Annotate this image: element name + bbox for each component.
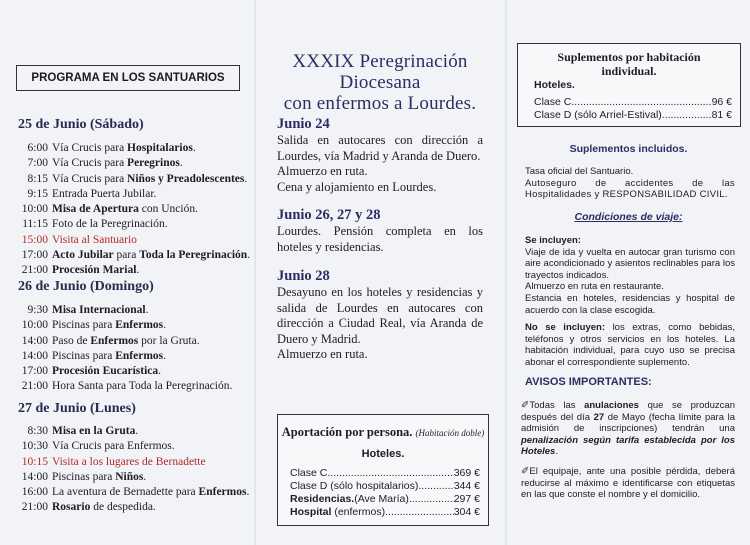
schedule-text: Entrada Puerta Jubilar. xyxy=(52,187,157,200)
dot-leader xyxy=(418,480,453,493)
section-body: Lourdes. Pensión completa en los hoteles y residencias. xyxy=(277,224,483,254)
schedule-text: . xyxy=(145,304,149,316)
schedule-item xyxy=(14,470,249,485)
section-extra: Cena y alojamiento en Lourdes. xyxy=(277,179,437,194)
aviso-bold: 27 xyxy=(593,411,605,423)
price-row xyxy=(534,96,732,109)
schedule-item xyxy=(14,379,232,394)
left-panel xyxy=(0,0,255,545)
schedule-time: 17:00 xyxy=(21,365,48,378)
schedule-time: 15:00 xyxy=(21,233,48,246)
aportacion-heading-text: Aportación por persona. xyxy=(281,425,413,439)
schedule-text: . xyxy=(143,470,147,483)
dot-leader xyxy=(385,506,454,519)
se-incluyen-label: Se incluyen: xyxy=(525,235,581,246)
price-name: Clase D (sólo hospitalarios) xyxy=(290,480,419,492)
aviso-bold-italic: penalización según tarifa establecida por los Hoteles xyxy=(521,434,735,458)
suplementos-subheading: Hoteles. xyxy=(534,79,575,91)
schedule-item xyxy=(14,303,232,318)
aviso-text: El equipaje, ante una posible pérdida, deberá reducirse al máximo e identificarse con etiquetas en las que conste el nombre y el domicilio. xyxy=(521,466,735,501)
schedule-text: . xyxy=(179,157,183,170)
schedule-time: 14:00 xyxy=(21,470,48,483)
schedule-text: . xyxy=(247,249,251,262)
schedule-time: 21:00 xyxy=(21,380,48,393)
schedule-bold-text: Misa Internacional xyxy=(52,304,146,316)
schedule-time: 21:00 xyxy=(21,501,48,514)
schedule-item xyxy=(14,349,232,364)
schedule-text: Visita al Santuario xyxy=(52,233,137,246)
schedule-text: Vía Crucis para xyxy=(52,172,128,185)
schedule-time: 9:15 xyxy=(27,187,48,200)
aviso-anulaciones xyxy=(521,400,735,458)
schedule-bold-text: Procesión Marial xyxy=(52,264,137,277)
schedule-time: 6:00 xyxy=(27,142,48,154)
se-incluyen-block xyxy=(525,235,735,316)
section-text-junio-24 xyxy=(277,133,483,195)
schedule-text: Vía Crucis para xyxy=(52,157,128,170)
se-incluyen-line: Estancia en hoteles, residencias y hospital de acuerdo con la clase escogida. xyxy=(525,292,735,316)
aportacion-price-list xyxy=(290,467,480,519)
program-title: PROGRAMA EN LOS SANTUARIOS xyxy=(16,65,240,91)
schedule-bold-text: Hospitalarios xyxy=(127,142,193,154)
section-heading-junio-26-27-28: Junio 26, 27 y 28 xyxy=(277,207,381,223)
price-name-bold: Hospital xyxy=(290,506,332,518)
schedule-text: Visita a los lugares de Bernadette xyxy=(52,455,206,468)
price-value: 344 € xyxy=(453,480,480,492)
schedule-text: Vía Crucis para xyxy=(52,142,128,154)
schedule-text: . xyxy=(192,142,196,154)
schedule-time: 10:30 xyxy=(21,440,48,453)
schedule-text: . xyxy=(246,486,250,499)
se-incluyen-line: Almuerzo en ruta en restaurante. xyxy=(525,281,664,293)
schedule-bold-text: Acto Jubilar xyxy=(52,249,114,262)
price-value: 297 € xyxy=(453,493,480,505)
price-name-suffix: (Ave María) xyxy=(354,493,409,505)
aviso-text: que se produzcan después del día xyxy=(521,400,735,423)
schedule-bold-text: Niños y Preadolescentes xyxy=(127,172,245,185)
suplementos-price-list xyxy=(534,96,732,122)
schedule-bold-text: Misa en la Gruta xyxy=(52,425,136,437)
no-incluyen-label: No se incluyen: xyxy=(525,322,606,333)
incluidos-text xyxy=(525,166,735,201)
price-name-suffix: (enfermos) xyxy=(331,506,386,518)
aportacion-note: (Habitación doble) xyxy=(415,428,485,438)
schedule-text: para xyxy=(113,249,140,262)
schedule-27 xyxy=(14,424,249,516)
schedule-text: Vía Crucis para Enfermos. xyxy=(52,440,175,453)
dot-leader xyxy=(571,96,711,109)
section-body: Desayuno en los hoteles y residencias y salida de Lourdes en autocares con dirección a Ciudad Real, vía Aranda de Duero y Madrid. xyxy=(277,285,483,346)
price-value: 304 € xyxy=(453,506,480,518)
incluidos-line: Autoseguro de accidentes de las Hospitalidades y RESPONSABILIDAD CIVIL. xyxy=(525,177,735,201)
schedule-text: . xyxy=(163,319,167,332)
schedule-item xyxy=(14,455,249,470)
section-extra: Almuerzo en ruta. xyxy=(277,164,368,178)
schedule-item xyxy=(14,141,250,156)
schedule-item xyxy=(14,364,232,379)
dot-leader xyxy=(409,493,454,506)
schedule-text: . xyxy=(136,264,140,277)
price-name: Clase C xyxy=(534,96,572,108)
schedule-item xyxy=(14,233,250,248)
schedule-text: Piscinas para xyxy=(52,470,116,483)
schedule-time: 16:00 xyxy=(21,486,48,499)
price-name-bold: Residencias. xyxy=(290,493,355,505)
schedule-item xyxy=(14,156,250,171)
aviso-equipaje xyxy=(521,466,735,501)
schedule-text: Foto de la Peregrinación. xyxy=(52,218,168,231)
schedule-time: 8:30 xyxy=(27,425,48,437)
schedule-item xyxy=(14,439,249,454)
schedule-item xyxy=(14,485,249,500)
right-panel xyxy=(507,0,750,545)
aportacion-heading xyxy=(278,425,488,440)
aviso-text: de Mayo (fecha límite para la admisión de inscripciones) tendrán una xyxy=(521,411,735,435)
pencil-icon: ✐ xyxy=(521,466,530,477)
price-row xyxy=(290,480,480,493)
schedule-item xyxy=(14,248,250,263)
schedule-time: 10:00 xyxy=(21,319,48,332)
schedule-time: 10:00 xyxy=(21,203,48,216)
aportacion-subheading: Hoteles. xyxy=(361,448,405,460)
price-value: 369 € xyxy=(453,467,480,479)
schedule-time: 8:15 xyxy=(27,172,48,185)
day-title-25: 25 de Junio (Sábado) xyxy=(18,117,144,132)
schedule-26 xyxy=(14,303,232,395)
schedule-text: Piscinas para xyxy=(52,319,116,332)
schedule-time: 7:00 xyxy=(27,157,48,170)
schedule-bold-text: Enfermos xyxy=(115,319,164,332)
title-line-2: con enfermos a Lourdes. xyxy=(283,93,477,114)
price-name xyxy=(290,493,409,506)
schedule-bold-text: Enfermos xyxy=(90,334,139,347)
suplementos-box xyxy=(517,43,741,127)
schedule-bold-text: Peregrinos xyxy=(127,157,180,170)
dot-leader xyxy=(662,109,712,122)
schedule-text: Paso de xyxy=(52,334,91,347)
title-line-1: XXXIX Peregrinación Diocesana xyxy=(292,51,468,93)
schedule-time: 11:15 xyxy=(22,218,48,231)
schedule-item xyxy=(14,500,249,515)
day-title-26: 26 de Junio (Domingo) xyxy=(18,279,154,294)
schedule-bold-text: Rosario xyxy=(52,501,91,514)
aviso-text: Todas las xyxy=(529,400,585,411)
schedule-item xyxy=(14,263,250,278)
schedule-text: con Unción. xyxy=(138,203,198,216)
aportacion-box xyxy=(277,414,489,526)
schedule-item xyxy=(14,187,250,202)
section-text-junio-26-27-28 xyxy=(277,224,483,255)
aviso-text: . xyxy=(555,446,558,458)
suplementos-title: Suplementos por habitación individual. xyxy=(557,50,701,78)
price-row xyxy=(290,467,480,480)
day-title-27: 27 de Junio (Lunes) xyxy=(18,401,136,416)
schedule-text: de despedida. xyxy=(90,501,156,514)
brochure-title xyxy=(255,51,505,114)
schedule-item xyxy=(14,334,232,349)
price-name xyxy=(290,506,385,519)
dot-leader xyxy=(327,467,453,480)
schedule-bold-text: Procesión Eucarística xyxy=(52,365,159,378)
price-name: Clase D (sólo Arriel-Estival) xyxy=(534,109,662,121)
schedule-text: La aventura de Bernadette para xyxy=(52,486,199,499)
section-heading-junio-24: Junio 24 xyxy=(277,116,330,132)
schedule-text: Piscinas para xyxy=(52,349,116,362)
schedule-time: 9:30 xyxy=(27,304,48,316)
middle-panel xyxy=(255,0,505,545)
section-text-junio-28 xyxy=(277,285,483,363)
schedule-time: 10:15 xyxy=(21,455,48,468)
schedule-time: 14:00 xyxy=(21,334,48,347)
price-row xyxy=(290,506,480,519)
schedule-bold-text: Enfermos xyxy=(198,486,247,499)
schedule-bold-text: Misa de Apertura xyxy=(52,203,139,216)
price-name: Clase C xyxy=(290,467,328,479)
no-incluyen-block xyxy=(525,322,735,368)
schedule-text: por la Gruta. xyxy=(138,334,200,347)
condiciones-title: Condiciones de viaje: xyxy=(574,211,683,223)
aviso-bold: anulaciones xyxy=(584,400,639,411)
schedule-text: . xyxy=(244,172,248,185)
suplementos-prices xyxy=(534,96,732,122)
price-value: 81 € xyxy=(711,109,732,121)
pencil-icon: ✐ xyxy=(521,400,530,411)
schedule-text: Hora Santa para Toda la Peregrinación. xyxy=(52,380,233,393)
schedule-bold-text: Enfermos xyxy=(115,349,164,362)
price-row xyxy=(290,493,480,506)
incluidos-title: Suplementos incluidos. xyxy=(569,143,688,155)
schedule-time: 21:00 xyxy=(21,264,48,277)
schedule-25 xyxy=(14,141,250,279)
incluidos-line: Tasa oficial del Santuario. xyxy=(525,166,634,177)
section-extra: Almuerzo en ruta. xyxy=(277,347,368,361)
se-incluyen-line: Viaje de ida y vuelta en autocar gran turismo con aire acondicionado y asientos reclinables para los trayectos indicados. xyxy=(525,246,735,281)
no-incluyen-text: los extras, como bebidas, teléfonos y otros servicios en los hoteles. La habitación individual, para cuyo uso se precisa abonar el correspondiente suplemento. xyxy=(525,322,735,368)
schedule-item xyxy=(14,217,250,232)
price-row xyxy=(534,109,732,122)
schedule-item xyxy=(14,172,250,187)
schedule-bold-text: Niños xyxy=(115,470,144,483)
price-value: 96 € xyxy=(711,96,732,108)
schedule-text: . xyxy=(135,425,139,437)
schedule-item xyxy=(14,318,232,333)
schedule-item xyxy=(14,202,250,217)
section-body: Salida en autocares con dirección a Lourdes, vía Madrid y Aranda de Duero. xyxy=(277,133,483,163)
schedule-item xyxy=(14,424,249,439)
schedule-bold-text: Toda la Peregrinación xyxy=(139,249,248,262)
schedule-text: . xyxy=(163,349,167,362)
avisos-title: AVISOS IMPORTANTES: xyxy=(525,376,652,388)
schedule-time: 14:00 xyxy=(21,349,48,362)
schedule-time: 17:00 xyxy=(21,249,48,262)
schedule-text: . xyxy=(158,365,162,378)
section-heading-junio-28: Junio 28 xyxy=(277,268,330,284)
